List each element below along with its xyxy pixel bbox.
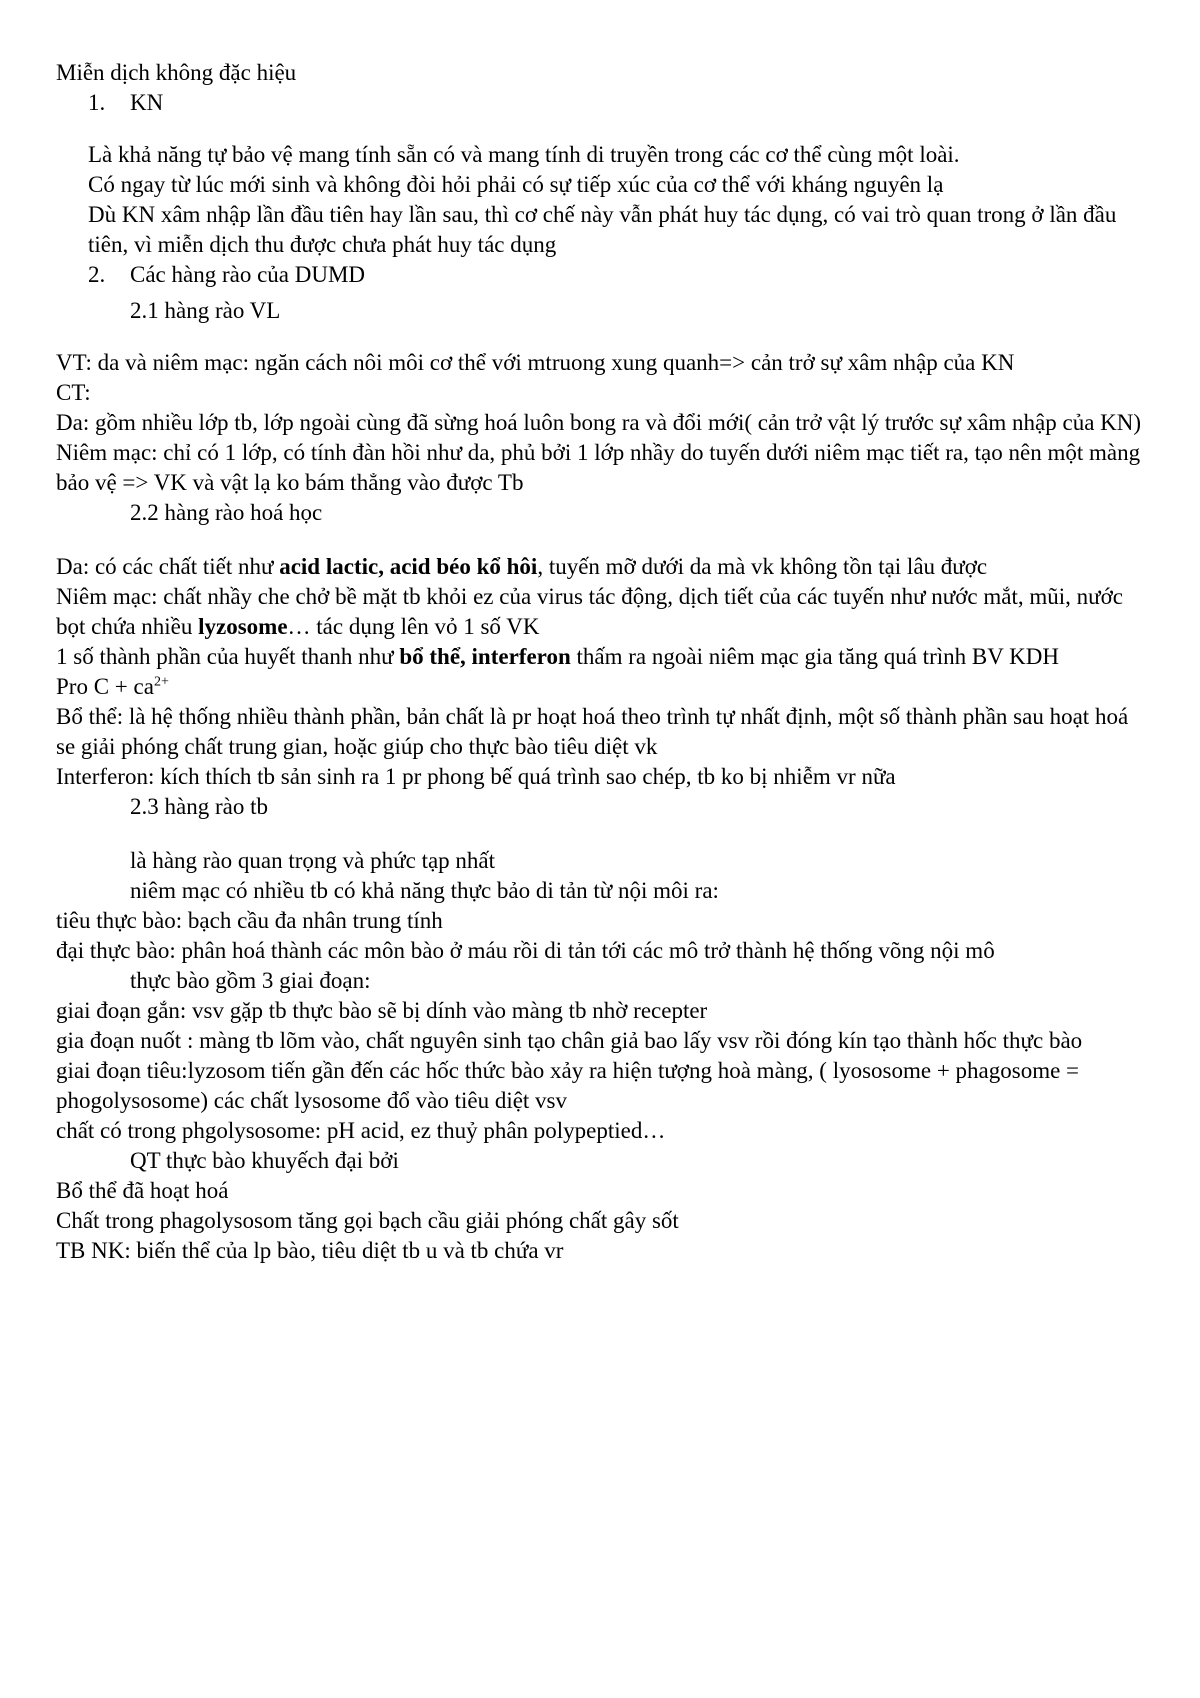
complement-paragraph: Bổ thể: là hệ thống nhiều thành phần, bản chất là pr hoạt hoá theo trình tự nhất định, một số thành phần sau hoạt hoá se giải phóng chất trung gian, hoặc giúp cho thực bào tiêu diệt vk — [56, 704, 1129, 759]
subsection-2-3-heading: 2.3 hàng rào tb — [130, 794, 268, 819]
cell-barrier-line-13: TB NK: biến thể của lp bào, tiêu diệt tb u và tb chứa vr — [56, 1238, 564, 1263]
pro-c-line — [56, 672, 1146, 702]
document-title: Miễn dịch không đặc hiệu — [56, 60, 297, 85]
section-2-heading — [56, 260, 1146, 290]
subsection-2-1-heading: 2.1 hàng rào VL — [130, 298, 281, 323]
cell-barrier-line-6: giai đoạn gắn: vsv gặp tb thực bào sẽ bị dính vào màng tb nhờ recepter — [56, 998, 708, 1023]
physical-barrier-structure-label: CT: — [56, 380, 91, 405]
cell-barrier-line-8: giai đoạn tiêu:lyzosom tiến gần đến các hốc thức bào xảy ra hiện tượng hoà màng, ( lyososome + phagosome = phogolysosome) các chất lysosome đổ vào tiêu diệt vsv — [56, 1058, 1080, 1113]
skin-paragraph: Da: gồm nhiều lớp tb, lớp ngoài cùng đã sừng hoá luôn bong ra và đổi mới( cản trở vật lý trước sự xâm nhập của KN) — [56, 410, 1142, 435]
chemical-skin-paragraph — [56, 552, 1146, 582]
innate-paragraph: Có ngay từ lúc mới sinh và không đòi hỏi phải có sự tiếp xúc của cơ thể với kháng nguyên lạ — [88, 172, 944, 197]
pro-c-text: Pro C + ca — [56, 674, 154, 699]
section-2-number: 2. — [88, 262, 106, 287]
physical-barrier-location: VT: da và niêm mạc: ngăn cách nôi môi cơ thể với mtruong xung quanh=> cản trở sự xâm nhập của KN — [56, 350, 1015, 375]
cell-barrier-line-3: tiêu thực bào: bạch cầu đa nhân trung tính — [56, 908, 443, 933]
cell-barrier-line-10: QT thực bào khuyếch đại bởi — [130, 1148, 399, 1173]
pro-c-superscript: 2+ — [153, 674, 169, 690]
section-1-number: 1. — [88, 90, 106, 115]
section-1-heading — [56, 88, 1146, 118]
subsection-2-2-heading: 2.2 hàng rào hoá học — [130, 500, 323, 525]
role-paragraph: Dù KN xâm nhập lần đầu tiên hay lần sau, thì cơ chế này vẫn phát huy tác dụng, có vai trò quan trong ở lần đầu tiên, vì miễn dịch thu được chưa phát huy tác dụng — [88, 202, 1117, 257]
chemical-skin-text-b: , tuyến mỡ dưới da mà vk không tồn tại lâu được — [537, 554, 988, 579]
document-body — [56, 58, 1146, 1266]
cell-barrier-line-7: gia đoạn nuốt : màng tb lõm vào, chất nguyên sinh tạo chân giả bao lấy vsv rồi đóng kín tạo thành hốc thực bào — [56, 1028, 1083, 1053]
definition-paragraph: Là khả năng tự bảo vệ mang tính sẵn có và mang tính di truyền trong các cơ thể cùng một loài. — [88, 142, 960, 167]
serum-text-b: thấm ra ngoài niêm mạc gia tăng quá trình BV KDH — [570, 644, 1059, 669]
chemical-mucosa-paragraph — [56, 582, 1146, 642]
serum-bold: bổ thể, interferon — [399, 644, 571, 669]
serum-paragraph — [56, 642, 1146, 672]
cell-barrier-line-5: thực bào gồm 3 giai đoạn: — [130, 968, 371, 993]
mucosa-paragraph: Niêm mạc: chỉ có 1 lớp, có tính đàn hồi như da, phủ bởi 1 lớp nhầy do tuyến dưới niêm mạc tiết ra, tạo nên một màng bảo vệ => VK và vật lạ ko bám thẳng vào được Tb — [56, 440, 1141, 495]
cell-barrier-line-2: niêm mạc có nhiều tb có khả năng thực bảo di tản từ nội môi ra: — [130, 878, 719, 903]
section-2-title: Các hàng rào của DUMD — [130, 262, 366, 287]
cell-barrier-line-12: Chất trong phagolysosom tăng gọi bạch cầu giải phóng chất gây sốt — [56, 1208, 679, 1233]
cell-barrier-line-4: đại thực bào: phân hoá thành các môn bào ở máu rồi di tản tới các mô trở thành hệ thống võng nội mô — [56, 938, 995, 963]
chemical-mucosa-bold: lyzosome — [198, 614, 288, 639]
section-1-title: KN — [130, 90, 164, 115]
interferon-paragraph: Interferon: kích thích tb sản sinh ra 1 pr phong bế quá trình sao chép, tb ko bị nhiễm vr nữa — [56, 764, 896, 789]
serum-text-a: 1 số thành phần của huyết thanh như — [56, 644, 400, 669]
cell-barrier-line-9: chất có trong phgolysosome: pH acid, ez thuỷ phân polypeptied… — [56, 1118, 666, 1143]
chemical-mucosa-text-a: Niêm mạc: chất nhầy che chở bề mặt tb khỏi ez của virus tác động, dịch tiết của các tuyến như nước mắt, mũi, nước bọt chứa nhiều — [56, 584, 1123, 639]
cell-barrier-line-11: Bổ thể đã hoạt hoá — [56, 1178, 229, 1203]
cell-barrier-line-1: là hàng rào quan trọng và phức tạp nhất — [130, 848, 496, 873]
chemical-mucosa-text-b: … tác dụng lên vỏ 1 số VK — [287, 614, 540, 639]
chemical-skin-text-a: Da: có các chất tiết như — [56, 554, 280, 579]
chemical-skin-bold: acid lactic, acid béo kổ hôi — [279, 554, 538, 579]
